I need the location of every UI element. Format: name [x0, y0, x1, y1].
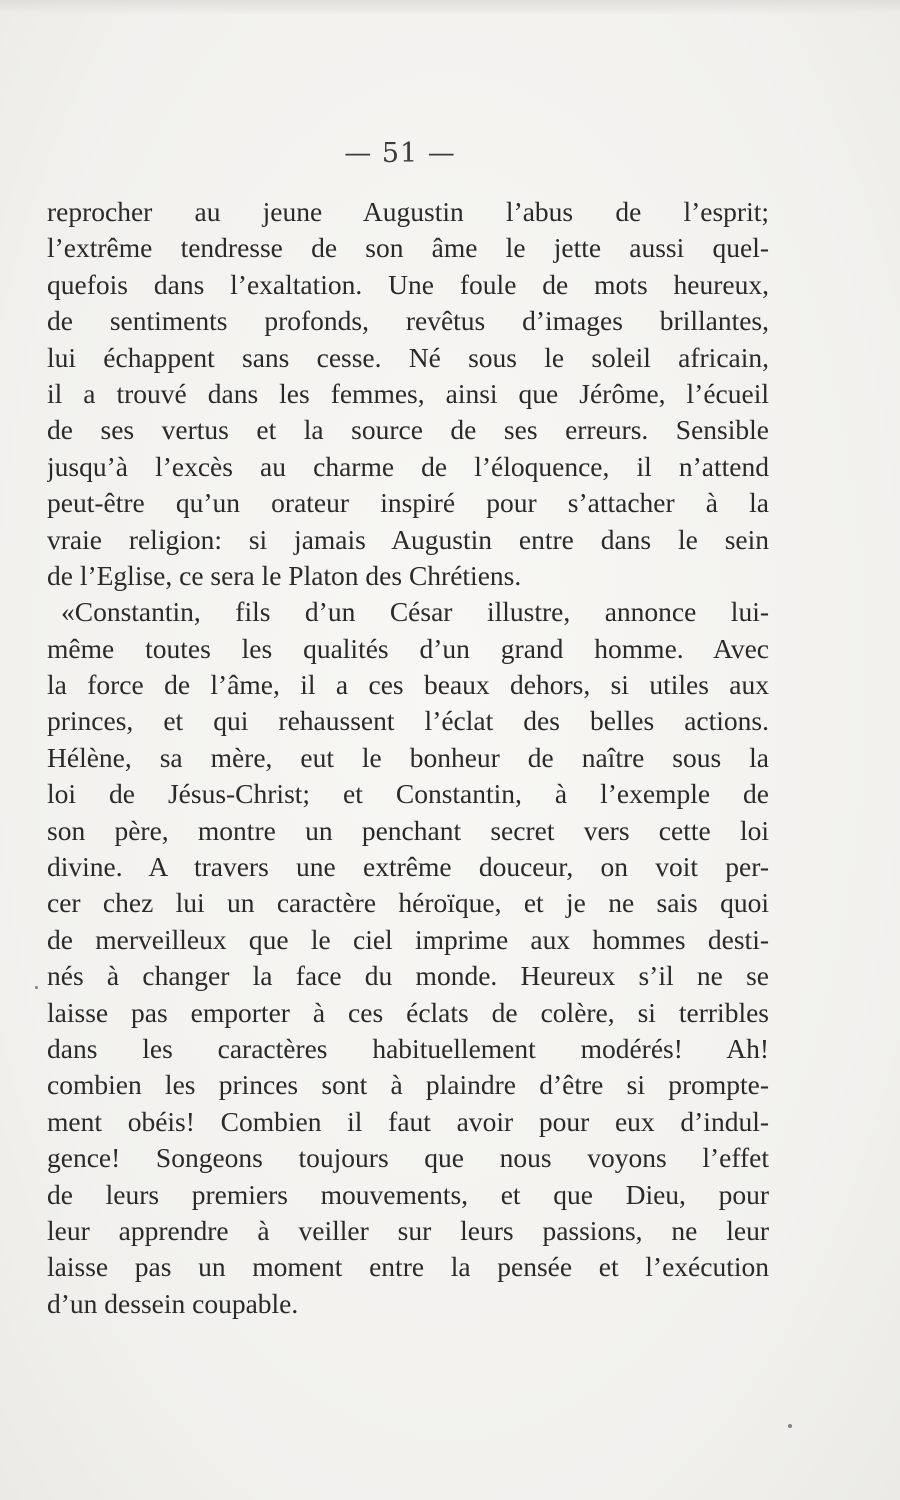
text-line: nés à changer la face du monde. Heureux s’il ne se: [47, 960, 769, 992]
text-line: de merveilleux que le ciel imprime aux hommes desti-: [47, 923, 769, 955]
paper-speck: [788, 1424, 792, 1428]
text-line: même toutes les qualités d’un grand homme. Avec: [47, 632, 769, 664]
body-text: [47, 194, 769, 1322]
page-number: — 51 —: [344, 138, 456, 169]
text-line: de l’Eglise, ce sera le Platon des Chrétiens.: [47, 559, 522, 591]
text-line: de ses vertus et la source de ses erreurs. Sensible: [47, 414, 769, 446]
text-line: ment obéis! Combien il faut avoir pour eux d’indul-: [47, 1105, 769, 1137]
text-line: laisse pas un moment entre la pensée et l’exécution: [47, 1251, 769, 1283]
text-line: combien les princes sont à plaindre d’être si prompte-: [47, 1069, 769, 1101]
text-line: il a trouvé dans les femmes, ainsi que Jérôme, l’écueil: [47, 377, 769, 409]
text-line: «Constantin, fils d’un César illustre, annonce lui-: [61, 596, 769, 628]
text-line: laisse pas emporter à ces éclats de colère, si terribles: [47, 996, 769, 1028]
text-line: de leurs premiers mouvements, et que Dieu, pour: [47, 1178, 769, 1210]
text-line: peut-être qu’un orateur inspiré pour s’attacher à la: [47, 487, 769, 519]
text-line: divine. A travers une extrême douceur, on voit per-: [47, 851, 769, 883]
text-line: reprocher au jeune Augustin l’abus de l’esprit;: [47, 196, 769, 227]
text-line: dans les caractères habituellement modérés! Ah!: [47, 1032, 769, 1064]
text-line: lui échappent sans cesse. Né sous le soleil africain,: [47, 341, 769, 373]
text-line: Hélène, sa mère, eut le bonheur de naître sous la: [47, 741, 769, 773]
text-line: l’extrême tendresse de son âme le jette aussi quel-: [47, 232, 769, 264]
text-line: jusqu’à l’excès au charme de l’éloquence, il n’attend: [47, 450, 769, 482]
text-line: la force de l’âme, il a ces beaux dehors, si utiles aux: [47, 669, 769, 701]
page-top-edge: [0, 0, 900, 14]
text-line: de sentiments profonds, revêtus d’images brillantes,: [47, 305, 769, 337]
text-line: princes, et qui rehaussent l’éclat des belles actions.: [47, 705, 769, 737]
text-line: son père, montre un penchant secret vers cette loi: [47, 814, 769, 846]
text-line: cer chez lui un caractère héroïque, et je ne sais quoi: [47, 887, 769, 919]
text-line: loi de Jésus-Christ; et Constantin, à l’exemple de: [47, 778, 769, 810]
text-line: gence! Songeons toujours que nous voyons l’effet: [47, 1142, 769, 1174]
text-line: vraie religion: si jamais Augustin entre dans le sein: [47, 523, 769, 555]
text-line: leur apprendre à veiller sur leurs passions, ne leur: [47, 1214, 769, 1246]
text-line: d’un dessein coupable.: [47, 1287, 299, 1319]
text-line: quefois dans l’exaltation. Une foule de mots heureux,: [47, 268, 769, 300]
paper-speck: [35, 986, 38, 989]
